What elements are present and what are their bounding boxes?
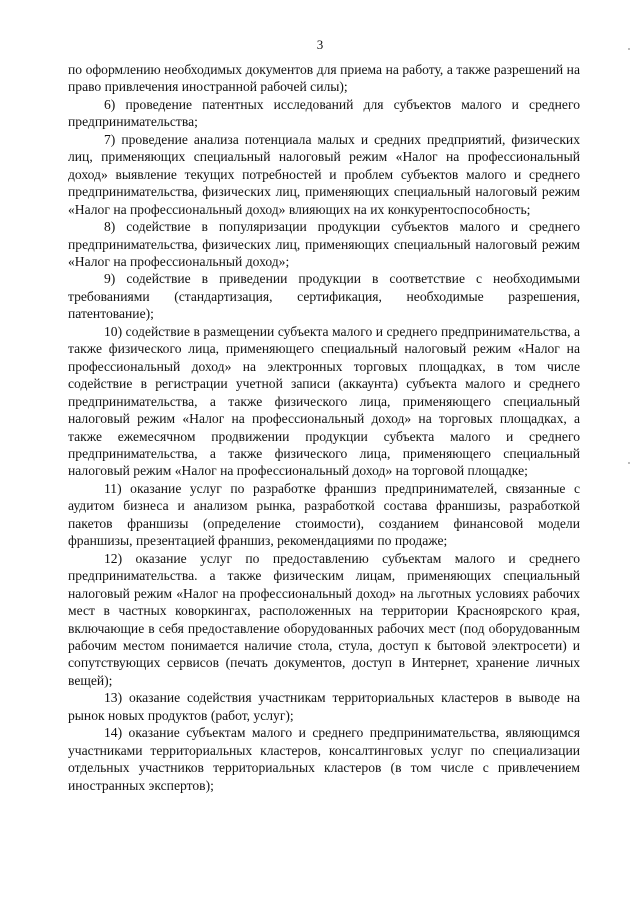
paragraph-item-7: 7) проведение анализа потенциала малых и средних предприятий, физических лиц, применяющих специальный налоговый режим «Налог на профессиональный доход» выявление текущих потребностей и проблем субъектов малого и среднего предпринимательства, физических лиц, применяющих специальный налоговый режим «Налог на профессиональный доход» влияющих на их конкурентоспособность;: [68, 131, 580, 217]
paragraph-item-10: 10) содействие в размещении субъекта малого и среднего предпринимательства, а также физического лица, применяющего специальный налоговый режим «Налог на профессиональный доход» на электронных торговых площадках, в том числе содействие в регистрации учетной записи (аккаунта) субъекта малого и среднего предпринимательства, а также физического лица, применяющего специальный налоговый режим «Налог на профессиональный доход» на торговых площадках, а также ежемесячном продвижении продукции субъекта малого и среднего предпринимательства, а также физического лица, применяющего специальный налоговый режим «Налог на профессиональный доход» на торговой площадке;: [68, 323, 580, 479]
scan-speck: [628, 48, 630, 50]
paragraph-item-9: 9) содействие в приведении продукции в соответствие с необходимыми требованиями (стандартизация, сертификация, необходимые разрешения, патентование);: [68, 271, 580, 322]
scan-speck: [628, 462, 630, 464]
paragraph-item-11: 11) оказание услуг по разработке франшиз предпринимателей, связанные с аудитом бизнеса и анализом рынка, разработкой состава франшизы, разработкой пакетов франшизы (определение стоимости), созданием финансовой модели франшизы, презентацией франшиз, рекомендациями по продаже;: [68, 480, 580, 549]
paragraph-item-14: 14) оказание субъектам малого и среднего предпринимательства, являющимся участниками территориальных кластеров, консалтинговых услуг по специализации отдельных участников территориальных кластеров (в том числе с привлечением иностранных экспертов);: [68, 725, 580, 793]
page-number: 3: [316, 37, 324, 52]
paragraph-continuation: по оформлению необходимых документов для приема на работу, а также разрешений на право привлечения иностранной рабочей силы);: [68, 62, 580, 95]
paragraph-item-6: 6) проведение патентных исследований для субъектов малого и среднего предпринимательства;: [68, 96, 580, 130]
paragraph-item-13: 13) оказание содействия участникам территориальных кластеров в выводе на рынок новых продуктов (работ, услуг);: [68, 690, 580, 723]
document-body: [68, 61, 580, 794]
paragraph-item-8: 8) содействие в популяризации продукции субъектов малого и среднего предпринимательства, физических лиц, применяющих специальный налоговый режим «Налог на профессиональный доход»;: [68, 219, 580, 269]
paragraph-item-12: 12) оказание услуг по предоставлению субъектам малого и среднего предпринимательства. а также физическим лицам, применяющих специальный налоговый режим «Налог на профессиональный доход» на льготных условиях рабочих мест в частных коворкингах, расположенных на территории Красноярского края, включающие в себя предоставление оборудованных рабочих мест (под оборудованным рабочим местом понимается наличие стола, стула, доступ к бытовой электросети) и сопутствующих сервисов (печать документов, доступ в Интернет, хранение личных вещей);: [68, 550, 580, 688]
